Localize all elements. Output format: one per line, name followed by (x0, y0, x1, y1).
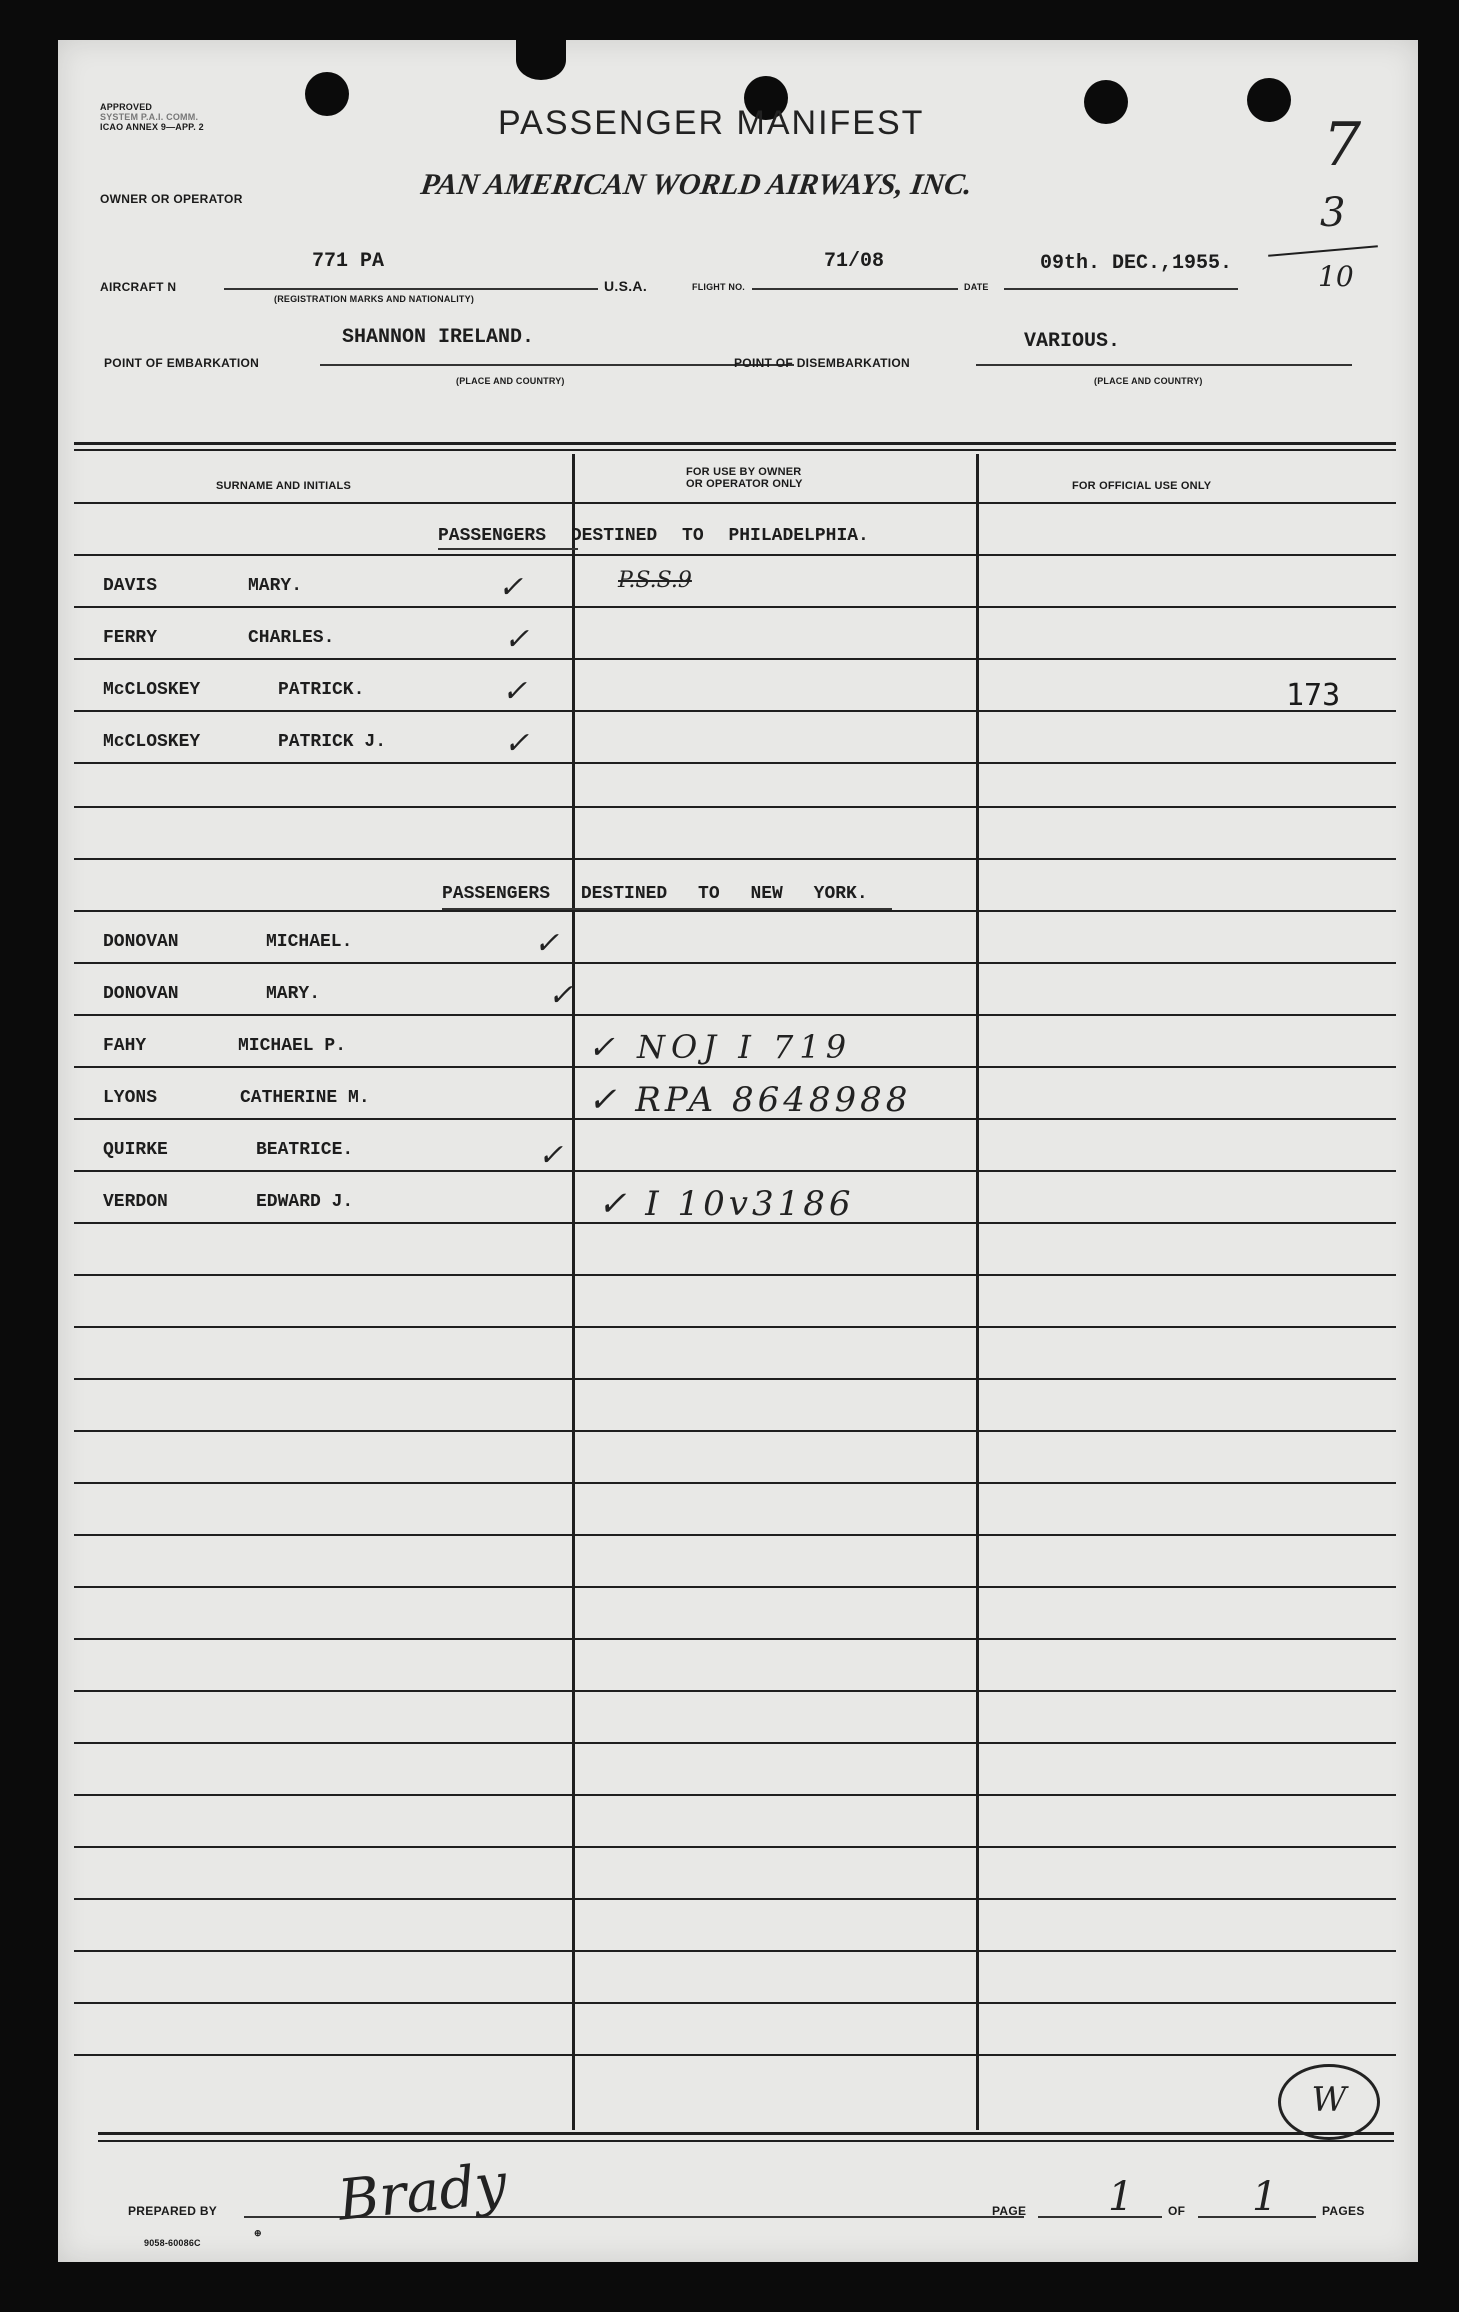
passenger-given-name: MARY. (248, 576, 303, 596)
table-rule (74, 1690, 1396, 1692)
table-rule (74, 1326, 1396, 1328)
check-mark: ✓ (504, 622, 530, 657)
aircraft-underline (224, 288, 598, 290)
passenger-given-name: CATHERINE M. (240, 1088, 370, 1108)
owner-note: ✓ I 10v3186 (598, 1184, 855, 1224)
check-mark: ✓ (498, 570, 524, 605)
passenger-surname: FAHY (103, 1036, 147, 1056)
of-label: OF (1168, 2204, 1186, 2218)
table-row (58, 616, 1418, 668)
owner-note: ✓ RPA 8648988 (588, 1080, 912, 1120)
page-value: 1 (1108, 2174, 1134, 2220)
prepared-label: PREPARED BY (128, 2204, 218, 2218)
table-rule (74, 1794, 1396, 1796)
column-header-owner: FOR USE BY OWNER (686, 466, 802, 478)
table-row (58, 1128, 1418, 1180)
passenger-given-name: MICHAEL P. (238, 1036, 347, 1056)
section-heading-underline (438, 548, 578, 550)
passenger-surname: McCLOSKEY (103, 732, 201, 752)
table-rule (74, 2054, 1396, 2056)
page-label: PAGE (992, 2204, 1027, 2218)
passenger-given-name: EDWARD J. (256, 1192, 354, 1212)
table-rule (74, 1274, 1396, 1276)
table-rule (74, 2002, 1396, 2004)
passenger-given-name: PATRICK J. (278, 732, 387, 752)
table-bottom-rule (98, 2132, 1394, 2135)
owner-note: ✓ NOJ I 719 (588, 1028, 853, 1066)
approval-line: APPROVED (100, 102, 153, 112)
corner-mark: 10 (1318, 260, 1354, 293)
passenger-surname: DONOVAN (103, 932, 179, 952)
approval-line: SYSTEM P.A.I. COMM. (100, 112, 199, 122)
punch-hole (1247, 78, 1291, 122)
corner-mark: 7 (1323, 110, 1362, 180)
table-row (58, 1180, 1418, 1232)
section-heading: PASSENGERS DESTINED TO PHILADELPHIA. (438, 526, 869, 546)
table-row (58, 972, 1418, 1024)
table-rule (74, 1586, 1396, 1588)
passenger-given-name: BEATRICE. (256, 1140, 354, 1160)
check-mark: ✓ (504, 726, 530, 761)
registration-caption: (REGISTRATION MARKS AND NATIONALITY) (274, 294, 475, 304)
check-mark: ✓ (548, 978, 574, 1013)
table-rule (74, 1378, 1396, 1380)
date-underline (1004, 288, 1238, 290)
aircraft-value: 771 PA (312, 250, 385, 273)
form-title: PASSENGER MANIFEST (498, 104, 925, 142)
table-row (58, 564, 1418, 616)
date-value: 09th. DEC.,1955. (1040, 252, 1233, 275)
section-heading: PASSENGERS DESTINED TO NEW YORK. (442, 884, 868, 904)
passenger-given-name: CHARLES. (248, 628, 335, 648)
table-row (58, 668, 1418, 720)
official-number: 173 (1286, 678, 1341, 713)
table-rule (74, 1430, 1396, 1432)
passenger-surname: VERDON (103, 1192, 168, 1212)
table-rule (74, 1742, 1396, 1744)
punch-hole (1084, 80, 1128, 124)
table-row (58, 1024, 1418, 1076)
passenger-given-name: PATRICK. (278, 680, 365, 700)
printer-mark: ⊕ (254, 2228, 262, 2238)
disembark-underline (976, 364, 1352, 366)
table-top-rule (74, 442, 1396, 445)
table-row (58, 1076, 1418, 1128)
table-row (58, 720, 1418, 772)
table-bottom-rule (98, 2140, 1394, 2142)
column-header-surname: SURNAME AND INITIALS (216, 480, 351, 492)
passenger-surname: DONOVAN (103, 984, 179, 1004)
of-value: 1 (1252, 2174, 1278, 2220)
table-top-rule (74, 449, 1396, 451)
passenger-surname: FERRY (103, 628, 158, 648)
table-rule (74, 858, 1396, 860)
table-rule (74, 1950, 1396, 1952)
table-rule (74, 910, 1396, 912)
owner-label: OWNER OR OPERATOR (100, 192, 243, 206)
flight-underline (752, 288, 958, 290)
passenger-surname: LYONS (103, 1088, 158, 1108)
table-row (58, 920, 1418, 972)
owner-note: P.S.S.9 (618, 568, 692, 593)
disembark-caption: (PLACE AND COUNTRY) (1094, 376, 1203, 386)
aircraft-label: AIRCRAFT N (100, 280, 177, 294)
column-header-owner: OR OPERATOR ONLY (686, 478, 803, 490)
owner-value: PAN AMERICAN WORLD AIRWAYS, INC. (418, 168, 975, 201)
pages-label: PAGES (1322, 2204, 1365, 2218)
table-rule (74, 502, 1396, 504)
manifest-page (58, 40, 1418, 2262)
embark-caption: (PLACE AND COUNTRY) (456, 376, 565, 386)
passenger-surname: McCLOSKEY (103, 680, 201, 700)
passenger-surname: DAVIS (103, 576, 158, 596)
corner-mark: 3 (1320, 190, 1346, 236)
embark-value: SHANNON IRELAND. (342, 326, 535, 349)
prepared-signature: Brady (335, 2151, 510, 2234)
approval-line: ICAO ANNEX 9—APP. 2 (100, 122, 204, 132)
table-rule (74, 806, 1396, 808)
punch-hole (516, 40, 566, 80)
passenger-surname: QUIRKE (103, 1140, 168, 1160)
check-mark: ✓ (538, 1138, 564, 1173)
disembark-label: POINT OF DISEMBARKATION (734, 356, 911, 370)
table-rule (74, 1482, 1396, 1484)
check-mark: ✓ (502, 674, 528, 709)
passenger-given-name: MARY. (266, 984, 321, 1004)
flight-value: 71/08 (824, 250, 885, 273)
disembark-value: VARIOUS. (1024, 330, 1121, 353)
table-rule (74, 1898, 1396, 1900)
flight-label: FLIGHT NO. (692, 282, 745, 292)
check-mark: ✓ (534, 926, 560, 961)
form-number: 9058-60086C (144, 2238, 201, 2248)
passenger-given-name: MICHAEL. (266, 932, 353, 952)
section-heading-underline (442, 908, 892, 910)
punch-hole (305, 72, 349, 116)
embark-underline (320, 364, 794, 366)
nationality: U.S.A. (604, 278, 648, 294)
table-rule (74, 554, 1396, 556)
table-rule (74, 1638, 1396, 1640)
circled-mark-text: W (1311, 2080, 1347, 2120)
corner-rule (1268, 245, 1378, 257)
column-header-official: FOR OFFICIAL USE ONLY (1072, 480, 1212, 492)
embark-label: POINT OF EMBARKATION (104, 356, 260, 370)
table-rule (74, 1846, 1396, 1848)
circled-mark (1278, 2064, 1380, 2140)
date-label: DATE (964, 282, 989, 292)
table-rule (74, 1534, 1396, 1536)
page-underline (1038, 2216, 1162, 2218)
